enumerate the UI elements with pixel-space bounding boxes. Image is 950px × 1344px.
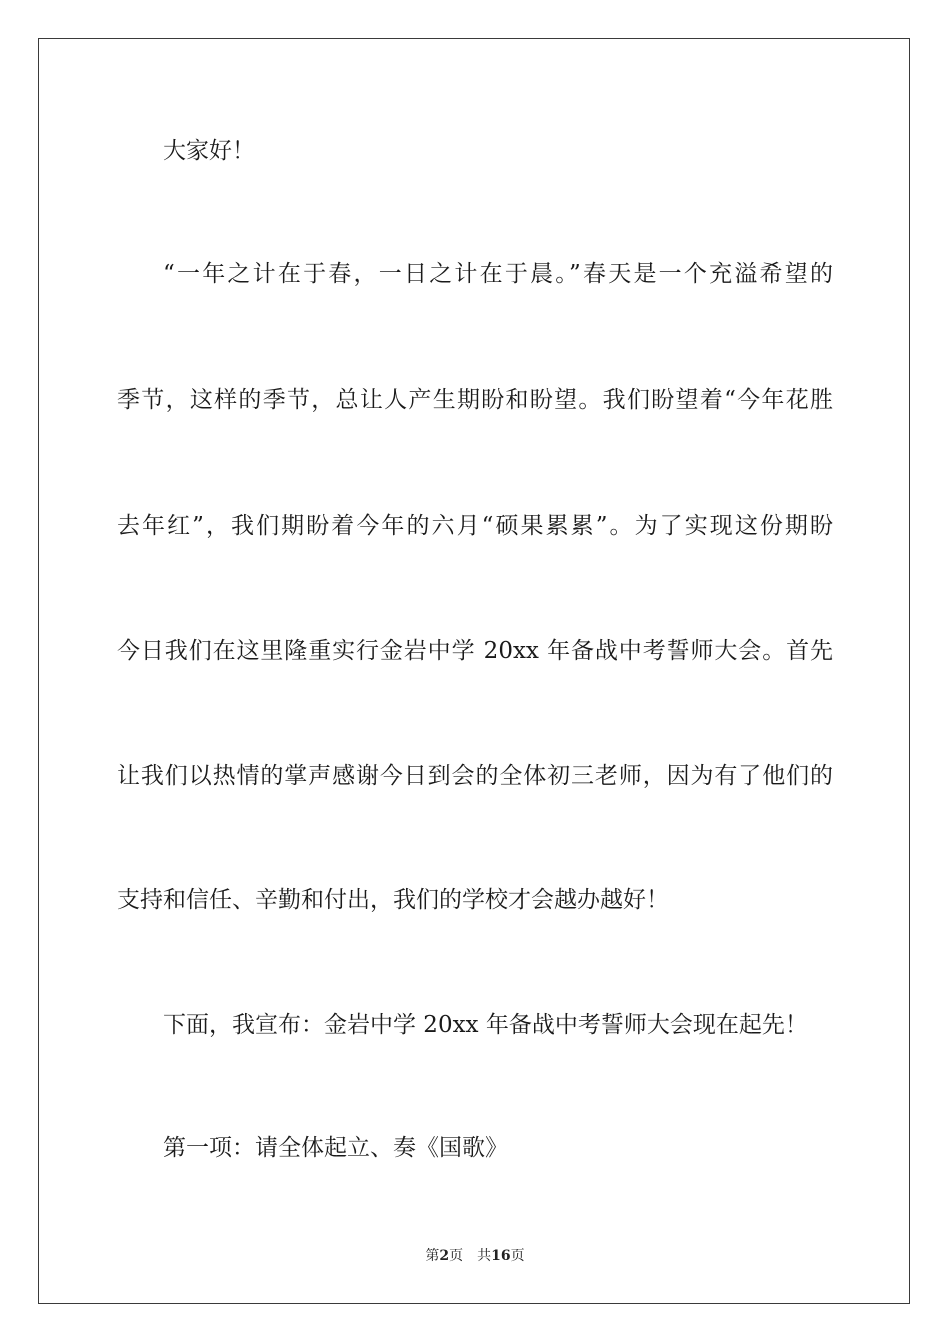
total-pages-number: 16: [491, 1248, 511, 1264]
paragraph-line: “一年之计在于春，一日之计在于晨。”春天是一个充溢希望的: [163, 261, 833, 287]
page-border: [38, 38, 910, 1304]
page-footer: [0, 1246, 950, 1266]
paragraph-line: 让我们以热情的掌声感谢今日到会的全体初三老师，因为有了他们的: [117, 763, 833, 789]
footer-suffix: 页: [510, 1248, 525, 1264]
paragraph-line: 季节，这样的季节，总让人产生期盼和盼望。我们盼望着“今年花胜: [117, 387, 833, 413]
paragraph-line: 去年红”，我们期盼着今年的六月“硕果累累”。为了实现这份期盼: [117, 513, 833, 539]
paragraph-line: 今日我们在这里隆重实行金岩中学 20xx 年备战中考誓师大会。首先: [117, 638, 833, 664]
paragraph-line: 支持和信任、辛勤和付出，我们的学校才会越办越好！: [117, 887, 669, 913]
greeting-line: 大家好！: [163, 138, 255, 164]
footer-mid: 页 共: [449, 1248, 492, 1264]
announcement-line: 下面，我宣布：金岩中学 20xx 年备战中考誓师大会现在起先！: [163, 1012, 808, 1038]
current-page-number: 2: [439, 1248, 450, 1264]
agenda-item-line: 第一项：请全体起立、奏《国歌》: [163, 1135, 508, 1161]
footer-prefix: 第: [425, 1248, 440, 1264]
